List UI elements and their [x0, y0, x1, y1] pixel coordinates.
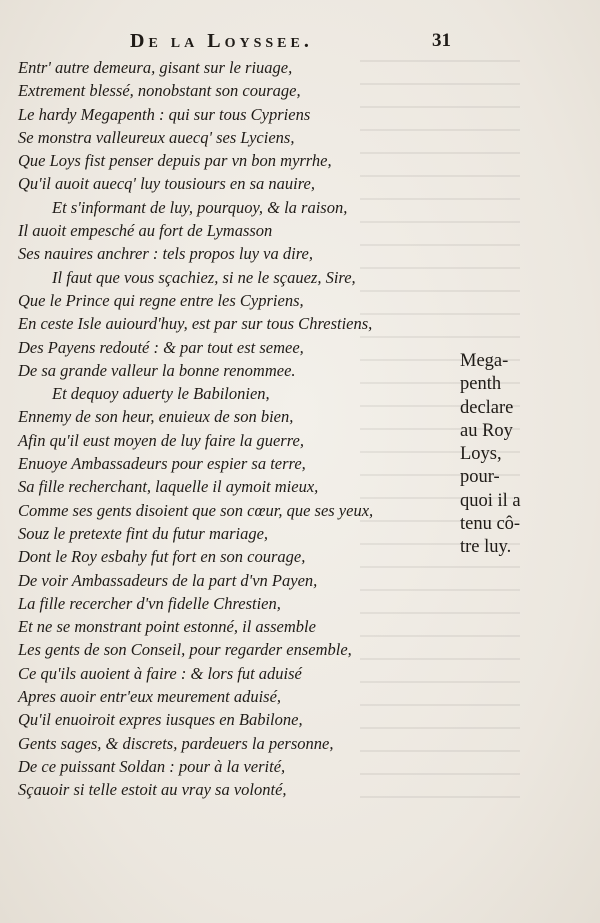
verse-text-block	[18, 56, 443, 802]
margin-note-line: au Roy	[460, 420, 513, 441]
verse-line: Ennemy de son heur, enuieux de son bien,	[18, 407, 294, 427]
verse-line: Que le Prince qui regne entre les Cypriens,	[18, 290, 304, 310]
verse-line: Enuoye Ambassadeurs pour espier sa terre,	[18, 454, 306, 474]
margin-note-line: quoi il a	[460, 490, 521, 511]
verse-line: Les gents de son Conseil, pour regarder ensemble,	[18, 640, 352, 660]
verse-line: Comme ses gents disoient que son cœur, que ses yeux,	[18, 500, 374, 520]
verse-line: En ceste Isle auiourd'huy, est par sur tous Chrestiens,	[18, 314, 373, 334]
verse-line: Dont le Roy esbahy fut fort en son courage,	[18, 547, 306, 567]
verse-line: Se monstra valleureux auecq' ses Lyciens,	[18, 127, 295, 147]
verse-line: Gents sages, & discrets, pardeuers la personne,	[18, 733, 334, 753]
margin-note-line: declare	[460, 397, 514, 418]
verse-line: Souz le pretexte fint du futur mariage,	[18, 523, 269, 543]
verse-line: Il auoit empesché au fort de Lymasson	[18, 221, 273, 241]
verse-line: Entr' autre demeura, gisant sur le riuage,	[18, 58, 293, 77]
verse-line: De sa grande valleur la bonne renommee.	[18, 360, 296, 380]
verse-line: Qu'il enuoiroit expres iusques en Babilone,	[18, 710, 303, 730]
verse-line: Afin qu'il eust moyen de luy faire la guerre,	[18, 430, 304, 450]
page-number: 31	[432, 30, 451, 51]
margin-note	[460, 350, 570, 560]
verse-line: Et ne se monstrant point estonné, il assemble	[18, 617, 316, 637]
margin-note-line: tenu cô-	[460, 514, 521, 535]
verse-line: Apres auoir entr'eux meurement aduisé,	[18, 687, 282, 707]
margin-note-line: penth	[460, 374, 502, 395]
verse-line: La fille recercher d'vn fidelle Chrestien,	[18, 593, 281, 613]
verse-line: Sa fille recherchant, laquelle il aymoit mieux,	[18, 477, 319, 497]
verse-line: Le hardy Megapenth : qui sur tous Cypriens	[18, 104, 311, 124]
margin-note-line: Mega-	[460, 351, 509, 371]
verse-line: Sçauoir si telle estoit au vray sa volonté,	[18, 780, 287, 800]
margin-note-line: tre luy.	[460, 537, 512, 558]
margin-note-line: pour-	[460, 467, 500, 488]
verse-line: Que Loys fist penser depuis par vn bon myrrhe,	[18, 151, 332, 171]
verse-line: Il faut que vous sçachiez, si ne le sçauez, Sire,	[52, 267, 356, 287]
verse-line: Et s'informant de luy, pourquoy, & la raison,	[52, 197, 348, 217]
verse-line: Extrement blessé, nonobstant son courage,	[18, 81, 301, 101]
verse-line: Ce qu'ils auoient à faire : & lors fut aduisé	[18, 663, 302, 683]
running-title: De la Loyssee.	[130, 30, 313, 52]
verse-line: De ce puissant Soldan : pour à la verité,	[18, 756, 286, 776]
verse-line: Et dequoy aduerty le Babilonien,	[52, 384, 270, 404]
verse-line: De voir Ambassadeurs de la part d'vn Payen,	[18, 570, 318, 590]
margin-note-line: Loys,	[460, 444, 502, 465]
verse-line: Ses nauires anchrer : tels propos luy va dire,	[18, 244, 313, 264]
verse-line: Des Payens redouté : & par tout est semee,	[18, 337, 304, 357]
verse-line: Qu'il auoit auecq' luy tousiours en sa nauire,	[18, 174, 316, 194]
